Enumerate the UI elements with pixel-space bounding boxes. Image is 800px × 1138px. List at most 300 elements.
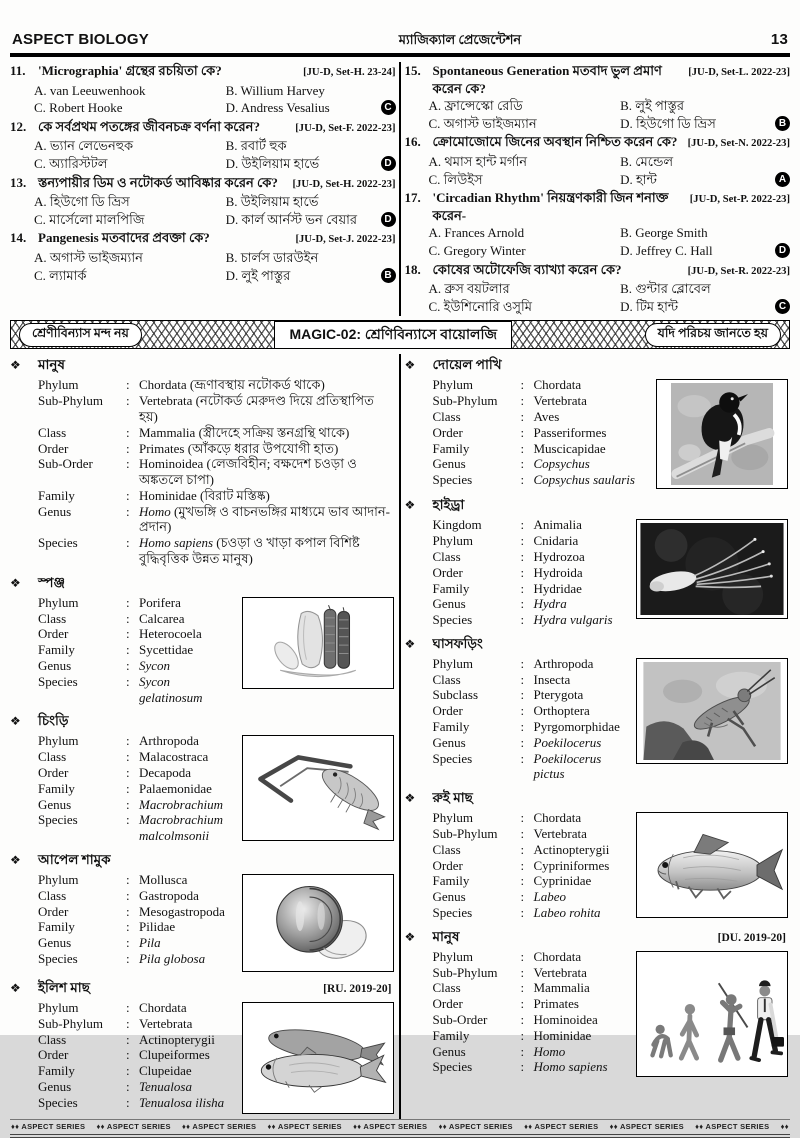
rank-label: Phylum (432, 810, 473, 826)
taxon-name: Hominidae (533, 1027, 592, 1043)
page-header (10, 30, 790, 53)
question-ref: [JU-D, Set-N. 2022-23] (687, 138, 790, 150)
taxon-name: Chordata (139, 1000, 187, 1016)
taxonomy-row: Order : Primates (432, 996, 579, 1012)
entry-ref: [RU. 2019-20] (323, 983, 392, 996)
option-B: B. গুন্টার ব্লোবেল (620, 281, 711, 297)
question-ref: [JU-D, Set-J. 2022-23] (295, 234, 396, 246)
scientific-name: Pila globosa (139, 951, 206, 967)
answer-circle: C (381, 100, 396, 115)
taxonomy-row: Species : Tenualosa ilisha (38, 1094, 225, 1110)
taxon-name: Passeriformes (533, 424, 607, 440)
rank-label: Class (38, 610, 67, 626)
entry-ref: [DU. 2019-20] (717, 931, 786, 944)
rank-label: Genus (38, 935, 72, 951)
taxon-name: Muscicapidae (533, 440, 606, 456)
rank-label: Genus (432, 734, 466, 750)
taxonomy-row: Species : Labeo rohita (432, 905, 601, 921)
taxonomy-row: Genus : Homo (মুখভঙ্গি ও বাচনভঙ্গির মাধ্যমে ভাব আদান-প্রদান) (38, 503, 390, 535)
taxonomy-row: Sub-Order : Hominoidea (432, 1012, 598, 1028)
rank-label: Family (38, 780, 75, 796)
option-B: B. চার্লস ডারউইন (225, 249, 319, 265)
taxonomy-row: Sub-Phylum : Vertebrata (432, 826, 587, 842)
grasshopper-photo (636, 658, 788, 764)
rank-label: Class (38, 887, 67, 903)
diamond-bullet-icon: ❖ (404, 498, 416, 513)
taxon-name: Hydroida (533, 564, 583, 580)
rank-label: Species (432, 905, 473, 921)
rank-label: Sub-Phylum (432, 826, 498, 842)
option-C: C. মার্সেলো মালপিজি (34, 211, 145, 227)
taxonomy-row: Sub-Phylum : Vertebrata (নটোকর্ড মেরুদণ্ড দিয়ে প্রতিস্থাপিত হয়) (38, 393, 374, 424)
question-ref: [JU-D, Set-F. 2022-23] (295, 122, 396, 134)
footer-series-label: ♦♦ ASPECT SERIES (524, 1122, 599, 1132)
rank-label: Phylum (432, 655, 473, 671)
taxon-name: Clupeidae (139, 1063, 192, 1079)
option-D: D. Jeffrey C. Hall (620, 242, 713, 258)
question (405, 261, 791, 316)
rank-label: Phylum (432, 533, 473, 549)
scientific-name: Homo (533, 1043, 566, 1059)
option-C: C. Gregory Winter (428, 242, 526, 258)
taxon-name: Mesogastropoda (139, 903, 225, 919)
rank-label: Phylum (38, 733, 79, 749)
entry-title: হাইড্রা (432, 497, 465, 513)
taxon-name: Primates (533, 996, 579, 1012)
rank-label: Sub-Phylum (38, 1015, 104, 1031)
taxon-name: Animalia (533, 517, 582, 533)
option-C: C. Robert Hooke (34, 100, 123, 116)
entry-title: আপেল শামুক (38, 852, 111, 868)
answer-circle: D (381, 212, 396, 227)
taxonomy-row: Order : Heterocoela (38, 626, 202, 642)
rank-label: Family (432, 873, 470, 889)
taxon-name: Hominoidea (533, 1012, 598, 1028)
question-text: 'Micrographia' গ্রন্থের রচয়িতা কে? (38, 63, 222, 78)
option-B: B. উইলিয়াম হার্ভে (225, 194, 319, 210)
classification-entry (405, 926, 791, 1077)
rank-label: Species (432, 612, 473, 628)
taxonomy-row: Sub-Phylum : Vertebrata (38, 1015, 193, 1031)
rank-label: Class (38, 1031, 67, 1047)
taxon-name: Porifera (139, 594, 181, 610)
diamond-bullet-icon: ❖ (404, 636, 416, 651)
rank-label: Kingdom (432, 517, 482, 533)
scientific-name: Macrobrachium (139, 796, 224, 812)
option-A: A. ফ্রান্সেস্কো রেডি (428, 98, 523, 114)
page-number: 13 (770, 31, 788, 48)
entry-title: রুই মাছ (432, 790, 473, 806)
footer-series-label: ♦♦ ASPECT SERIES (267, 1122, 342, 1132)
rank-label: Family (432, 719, 470, 735)
scientific-name: Labeo rohita (533, 905, 601, 921)
taxon-name: Pilidae (139, 919, 176, 935)
classification-entry (405, 633, 791, 782)
magic-banner (10, 320, 790, 349)
taxon-name: Vertebrata (533, 826, 587, 842)
rank-label: Genus (432, 1043, 466, 1059)
rank-label: Sub-Phylum (432, 393, 498, 409)
diamond-bullet-icon: ❖ (10, 853, 21, 868)
taxonomy-row: Species : Hydra vulgaris (432, 612, 613, 628)
rank-label: Sub-Phylum (38, 393, 104, 409)
evolution-photo (636, 951, 788, 1077)
taxonomy-row: Family : Hydridae (432, 580, 582, 596)
classification-col-left (10, 354, 396, 1119)
option-A: A. হিউগো ডি ভ্রিস (34, 194, 130, 210)
taxonomy-row: Family : Hominidae (432, 1027, 592, 1043)
classification-entry (10, 977, 396, 1114)
taxonomy-row: Phylum : Mollusca (38, 872, 188, 888)
taxonomy-row: Class : Hydrozoa (432, 548, 585, 564)
taxonomy-row: Class : Gastropoda (38, 887, 199, 903)
snail-photo (242, 874, 394, 972)
classification-entry (10, 849, 396, 972)
rank-label: Order (38, 626, 69, 642)
rank-label: Class (432, 548, 461, 564)
scientific-name: Hydra vulgaris (533, 612, 613, 628)
taxonomy-row: Order : Decapoda (38, 765, 191, 781)
taxonomy-row: Order : Clupeiformes (38, 1047, 210, 1063)
entry-title: মানুষ (38, 357, 65, 373)
taxon-name: Palaemonidae (139, 780, 212, 796)
taxon-name: Cypriniformes (533, 857, 610, 873)
rank-label: Genus (38, 1079, 72, 1095)
rank-label: Genus (38, 796, 72, 812)
taxonomy-row: Class : Mammalia (432, 980, 590, 996)
scientific-name: Tenualosa (139, 1079, 192, 1095)
taxon-name: Mollusca (139, 872, 188, 888)
taxonomy-row: Sub-Order : Hominoidea (লেজবিহীন; বক্ষদেশ চওড়া ও অঙ্কতলে চাপা) (38, 456, 357, 488)
option-C: C. ইউশিনোরি ওসুমি (428, 298, 532, 314)
taxonomy-row: Phylum : Chordata (38, 1000, 187, 1016)
taxonomy-row: Order : Cypriniformes (432, 857, 610, 873)
option-D: D. Andress Vesalius (225, 100, 330, 116)
diamond-bullet-icon: ❖ (10, 981, 21, 996)
rank-label: Family (38, 919, 75, 935)
rank-label: Subclass (432, 687, 478, 703)
taxonomy-row: Subclass : Pterygota (432, 687, 584, 703)
scientific-name: Homo (139, 503, 171, 519)
bird-photo (656, 379, 788, 489)
rank-label: Order (38, 765, 69, 781)
taxon-note: (স্ত্রীদেহে সক্রিয় স্তনগ্রন্থি থাকে) (198, 424, 350, 440)
taxonomy-row: Genus : Macrobrachium (38, 796, 224, 812)
taxonomy-row: Species : Pila globosa (38, 951, 206, 967)
rank-label: Species (432, 750, 473, 766)
rank-label: Family (38, 1063, 75, 1079)
rank-label: Order (432, 703, 463, 719)
question-text: ক্রোমোজোমে জিনের অবস্থান নিশ্চিত করেন কে? (432, 134, 678, 150)
rank-label: Class (38, 424, 67, 440)
taxon-name: Pterygota (533, 687, 584, 703)
taxonomy-row: Phylum : Cnidaria (432, 533, 579, 549)
taxon-name: Orthoptera (533, 703, 590, 719)
taxonomy-row: Species : Homo sapiens (চওড়া ও খাড়া কপাল বিশিষ্ট বুদ্ধিবৃত্তিক উন্নত মানুষ) (38, 535, 360, 567)
rank-label: Species (432, 472, 473, 488)
rank-label: Species (38, 535, 78, 551)
taxonomy-row: Phylum : Chordata (432, 377, 582, 393)
taxonomy-row: Genus : Tenualosa (38, 1079, 192, 1095)
rank-label: Phylum (38, 1000, 79, 1016)
answer-circle: A (775, 172, 790, 187)
taxon-name: Decapoda (139, 765, 191, 781)
rank-label: Order (432, 424, 463, 440)
taxonomy-row: Genus : Poekilocerus (432, 734, 602, 750)
taxonomy-row: Family : Clupeidae (38, 1063, 192, 1079)
option-A: A. অগাস্ট ভাইজম্যান (34, 249, 143, 265)
taxonomy-row: Species : Poekilocerus pictus (432, 750, 602, 782)
option-B: B. লুই পাস্তুর (620, 98, 685, 114)
banner-right-pill: যদি পরিচয় জানতে হয় (645, 323, 781, 347)
diamond-bullet-icon: ❖ (10, 575, 21, 590)
taxon-name: Hominidae (139, 487, 197, 503)
footer-series-tail: ♦♦ (780, 1122, 789, 1132)
question-ref: [JU-D, Set-P. 2022-23] (689, 194, 790, 206)
option-B: B. George Smith (620, 225, 708, 241)
hilsa-photo (242, 1002, 394, 1114)
taxon-name: Chordata (533, 948, 582, 964)
entry-title: দোয়েল পাখি (432, 357, 502, 373)
page-footer (10, 1119, 790, 1138)
entry-title: স্পঞ্জ (38, 574, 66, 590)
taxonomy-row: Class : Insecta (432, 671, 571, 687)
scientific-name: Sycon (139, 658, 171, 674)
scientific-name: Poekilocerus pictus (533, 750, 602, 782)
taxon-name: Cyprinidae (533, 873, 592, 889)
diamond-bullet-icon: ❖ (404, 929, 416, 944)
taxonomy-row: Family : Muscicapidae (432, 440, 606, 456)
option-B: B. মেন্ডেল (620, 153, 674, 169)
rank-label: Class (432, 408, 461, 424)
rank-label: Family (432, 580, 470, 596)
taxonomy-row: Phylum : Chordata (ভ্রূণাবস্থায় নটোকর্ড থাকে) (38, 377, 325, 393)
taxon-name: Hydridae (533, 580, 582, 596)
taxonomy-row: Genus : Hydra (432, 596, 567, 612)
footer-series-label: ♦♦ ASPECT SERIES (11, 1122, 86, 1132)
scientific-name: Homo sapiens (139, 535, 214, 551)
entry-title: ইলিশ মাছ (38, 980, 90, 996)
rank-label: Species (38, 951, 78, 967)
taxonomy-row: Genus : Labeo (432, 889, 566, 905)
scientific-name: Poekilocerus (533, 734, 602, 750)
banner-title: MAGIC-02: শ্রেণিবিন্যাসে বায়োলজি (274, 321, 512, 349)
scientific-name: Macrobrachium malcolmsonii (139, 812, 224, 844)
answer-circle: B (775, 116, 790, 131)
taxon-name: Hominoidea (139, 456, 204, 472)
scientific-name: Labeo (533, 889, 566, 905)
taxonomy-row: Order : Hydroida (432, 564, 583, 580)
taxon-name: Chordata (139, 377, 187, 393)
rank-label: Species (432, 1059, 473, 1075)
taxon-name: Arthropoda (139, 733, 199, 749)
taxon-name: Clupeiformes (139, 1047, 210, 1063)
taxon-name: Insecta (533, 671, 571, 687)
question-number: 17. (404, 190, 421, 206)
taxonomy-row: Class : Actinopterygii (432, 841, 610, 857)
rank-label: Order (432, 564, 463, 580)
question-number: 15. (404, 63, 421, 78)
classification-entry (10, 572, 396, 706)
diamond-bullet-icon: ❖ (404, 358, 416, 373)
question-text: স্তন্যপায়ীর ডিম ও নটোকর্ড আবিষ্কার করেন কে? (38, 174, 278, 190)
rank-label: Family (38, 487, 75, 503)
question (10, 62, 396, 117)
banner-left-pill: শ্রেণীবিন্যাস মন্দ নয় (19, 323, 142, 347)
taxonomy-row: Order : Passeriformes (432, 424, 607, 440)
question (10, 174, 396, 229)
rank-label: Family (432, 1027, 470, 1043)
classification-entry (10, 354, 396, 567)
questions-col-left (10, 62, 396, 316)
taxon-note: (চওড়া ও খাড়া কপাল বিশিষ্ট বুদ্ধিবৃত্তিক উন্নত মানুষ) (139, 535, 360, 567)
taxonomy-row: Order : Orthoptera (432, 703, 590, 719)
option-C: C. অ্যারিস্টটল (34, 155, 108, 171)
mcq-section (10, 62, 790, 316)
rank-label: Order (38, 903, 69, 919)
question-text: কে সর্বপ্রথম পতঙ্গের জীবনচক্র বর্ণনা করেন? (38, 118, 260, 134)
taxon-name: Malacostraca (139, 749, 209, 765)
scientific-name: Pila (139, 935, 161, 951)
rank-label: Sub-Phylum (432, 964, 498, 980)
taxon-name: Chordata (533, 810, 582, 826)
taxonomy-row: Species : Sycon gelatinosum (38, 673, 203, 705)
classification-section (10, 354, 790, 1119)
taxon-name: Aves (533, 408, 560, 424)
taxonomy-row: Phylum : Arthropoda (38, 733, 199, 749)
taxon-note: (আঁকড়ে ধরার উপযোগী হাত) (187, 440, 339, 456)
diamond-bullet-icon: ❖ (10, 358, 21, 373)
taxonomy-row: Species : Homo sapiens (432, 1059, 608, 1075)
header-rule (10, 53, 790, 57)
rank-label: Order (38, 440, 69, 456)
column-divider (399, 62, 400, 316)
column-divider (399, 354, 400, 1119)
question-ref: [JU-D, Set-L. 2022-23] (688, 67, 790, 78)
answer-circle: D (775, 243, 790, 258)
taxon-name: Vertebrata (139, 1015, 193, 1031)
taxonomy-row: Family : Sycettidae (38, 642, 194, 658)
option-D: D. লুই পাস্তুর (225, 267, 291, 283)
rank-label: Genus (432, 889, 466, 905)
taxonomy-row: Family : Cyprinidae (432, 873, 592, 889)
rank-label: Sub-Order (432, 1012, 488, 1028)
scientific-name: Copsychus (533, 456, 590, 472)
rank-label: Genus (432, 596, 466, 612)
option-D: D. হান্ট (620, 171, 657, 187)
taxonomy-row: Phylum : Chordata (432, 810, 582, 826)
scientific-name: Sycon gelatinosum (139, 673, 203, 705)
taxonomy-row: Class : Malacostraca (38, 749, 209, 765)
taxonomy-row: Genus : Copsychus (432, 456, 590, 472)
footer-series-label: ♦♦ ASPECT SERIES (353, 1122, 428, 1132)
taxon-name: Heterocoela (139, 626, 202, 642)
taxonomy-row: Family : Pyrgomorphidae (432, 719, 620, 735)
footer-series-label: ♦♦ ASPECT SERIES (609, 1122, 684, 1132)
taxonomy-row: Order : Primates (আঁকড়ে ধরার উপযোগী হাত) (38, 440, 339, 456)
question (405, 189, 791, 259)
rank-label: Species (38, 812, 78, 828)
option-D: D. উইলিয়াম হার্ভে (225, 155, 320, 171)
rank-label: Class (38, 749, 67, 765)
option-C: C. অগাস্ট ভাইজম্যান (428, 115, 537, 131)
taxon-note: (নটোকর্ড মেরুদণ্ড দিয়ে প্রতিস্থাপিত হয়) (139, 393, 374, 424)
classification-entry (405, 354, 791, 489)
question-ref: [JU-D, Set-R. 2022-23] (687, 265, 790, 277)
taxonomy-row: Genus : Homo (432, 1043, 566, 1059)
option-A: A. van Leeuwenhook (34, 82, 146, 98)
question-text: Pangenesis মতবাদের প্রবক্তা কে? (38, 230, 210, 246)
taxon-name: Chordata (533, 377, 582, 393)
scientific-name: Copsychus saularis (533, 472, 635, 488)
classification-col-right (405, 354, 791, 1119)
taxonomy-row: Genus : Pila (38, 935, 161, 951)
rank-label: Phylum (38, 377, 79, 393)
rank-label: Genus (38, 658, 72, 674)
taxonomy-row: Phylum : Chordata (432, 948, 582, 964)
rank-label: Order (38, 1047, 69, 1063)
taxon-name: Gastropoda (139, 887, 199, 903)
taxonomy-row: Species : Macrobrachium malcolmsonii (38, 812, 224, 844)
question-ref: [JU-D, Set-H. 23-24] (303, 67, 396, 78)
taxonomy-row: Class : Aves (432, 408, 560, 424)
taxon-name: Mammalia (139, 424, 196, 440)
diamond-bullet-icon: ❖ (404, 791, 416, 806)
rank-label: Phylum (432, 377, 473, 393)
book-title: ASPECT BIOLOGY (12, 31, 149, 48)
rank-label: Phylum (38, 872, 79, 888)
taxon-name: Calcarea (139, 610, 185, 626)
footer-series-label: ♦♦ ASPECT SERIES (182, 1122, 257, 1132)
taxon-name: Actinopterygii (139, 1031, 215, 1047)
taxon-name: Primates (139, 440, 185, 456)
classification-entry (405, 494, 791, 628)
taxon-name: Hydrozoa (533, 548, 585, 564)
taxonomy-row: Species : Copsychus saularis (432, 472, 635, 488)
rank-label: Order (432, 996, 463, 1012)
footer-series-label: ♦♦ ASPECT SERIES (96, 1122, 171, 1132)
rank-label: Genus (432, 456, 466, 472)
rank-label: Class (432, 671, 461, 687)
taxon-note: (মুখভঙ্গি ও বাচনভঙ্গির মাধ্যমে ভাব আদান-প্রদান) (139, 503, 390, 535)
taxon-name: Sycettidae (139, 642, 194, 658)
rank-label: Class (432, 980, 461, 996)
rank-label: Phylum (38, 594, 79, 610)
question-number: 18. (404, 261, 421, 277)
question-text: কোষের অটোফেজি ব্যাখ্যা করেন কে? (432, 261, 622, 277)
question-number: 16. (404, 134, 421, 150)
option-D: D. টিম হান্ট (620, 298, 679, 314)
scientific-name: Homo sapiens (533, 1059, 608, 1075)
footer-series-label: ♦♦ ASPECT SERIES (438, 1122, 513, 1132)
shrimp-photo (242, 735, 394, 841)
option-D: D. কার্ল আর্নস্ট ভন বেয়ার (225, 211, 358, 227)
option-A: A. থমাস হান্ট মর্গান (428, 153, 527, 169)
taxonomy-row: Phylum : Arthropoda (432, 655, 594, 671)
taxon-name: Arthropoda (533, 655, 594, 671)
taxon-name: Vertebrata (139, 393, 193, 409)
rank-label: Class (432, 841, 461, 857)
rank-label: Species (38, 673, 78, 689)
taxonomy-row: Sub-Phylum : Vertebrata (432, 393, 587, 409)
rank-label: Order (432, 857, 463, 873)
answer-circle: B (381, 268, 396, 283)
footer-series-label: ♦♦ ASPECT SERIES (695, 1122, 770, 1132)
taxon-name: Mammalia (533, 980, 590, 996)
scientific-name: Hydra (533, 596, 567, 612)
question-text: 'Circadian Rhythm' নিয়ন্ত্রণকারী জিন শনাক্ত করেন- (432, 190, 669, 223)
taxonomy-row: Family : Pilidae (38, 919, 176, 935)
